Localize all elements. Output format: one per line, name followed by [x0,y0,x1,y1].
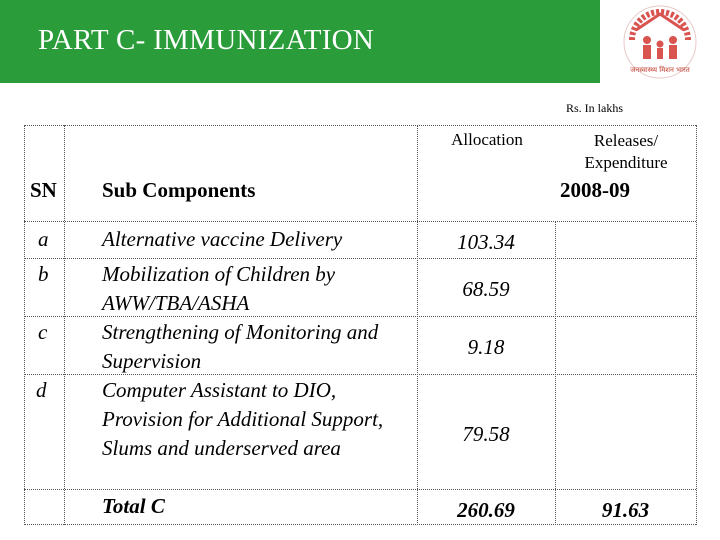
grid-line [24,258,696,259]
sn-header: SN [30,178,57,202]
grid-line [696,125,697,525]
releases-header: Releases/ Expenditure [584,131,668,172]
row-a-allocation: 103.34 [457,230,515,254]
row-d-allocation: 79.58 [462,422,510,446]
unit-note: Rs. In lakhs [566,101,623,115]
row-a-sn: a [38,227,49,251]
total-releases: 91.63 [601,498,650,522]
page-title: PART C- IMMUNIZATION [38,24,375,56]
svg-text:जनस्वास्थ्य मिशन भारत: जनस्वास्थ्य मिशन भारत [630,66,690,74]
year-header: 2008-09 [560,178,630,202]
row-a-component: Alternative vaccine Delivery [102,227,343,251]
row-c-component: Strengthening of Monitoring and Supervision [102,320,379,373]
nrhm-logo [600,0,720,83]
grid-line [24,524,696,525]
grid-line [417,125,418,525]
row-b-sn: b [38,262,49,286]
title-banner [0,0,600,83]
grid-line [64,125,65,525]
row-b-allocation: 68.59 [462,277,510,301]
row-d-component: Computer Assistant to DIO, Provision for Additional Support, Slums and underserved area [102,378,384,460]
grid-line [24,221,696,222]
grid-line [24,125,25,525]
total-allocation: 260.69 [457,498,515,522]
grid-line [24,489,696,490]
row-b-component: Mobilization of Children by AWW/TBA/ASHA [102,262,336,315]
grid-line [24,125,696,126]
row-c-allocation: 9.18 [467,335,505,359]
sub-components-header: Sub Components [102,178,256,202]
row-c-sn: c [38,320,48,344]
row-d-sn: d [36,378,47,402]
total-label: Total C [102,494,165,518]
allocation-header: Allocation [451,130,523,149]
